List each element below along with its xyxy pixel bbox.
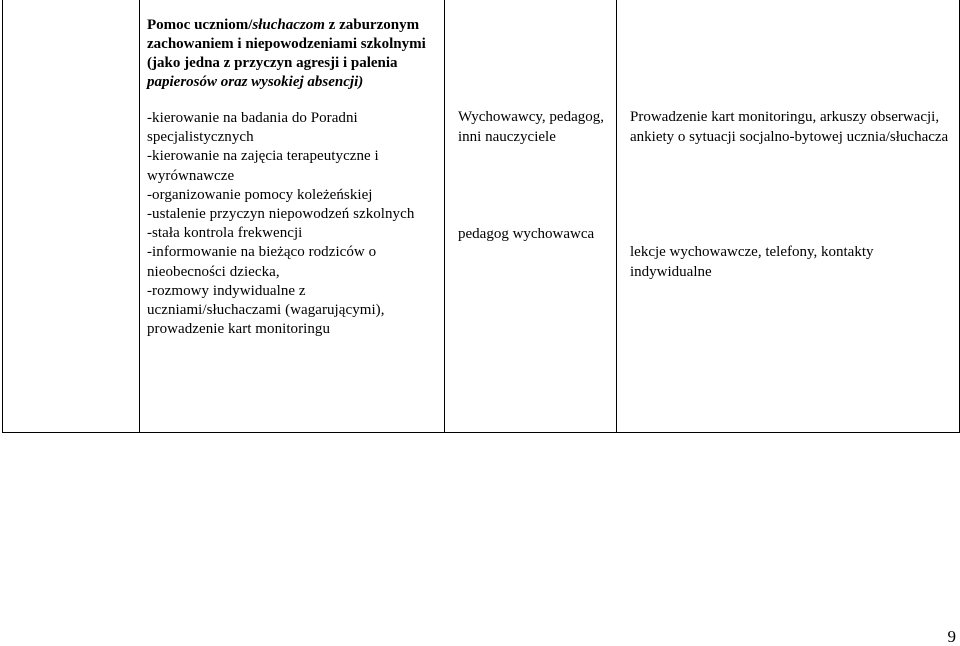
- table-cell-forms: [616, 0, 959, 432]
- table-cell-responsible: [444, 0, 616, 432]
- plan-table: [2, 0, 960, 433]
- action-item: -organizowanie pomocy koleżeńskiej: [147, 186, 373, 203]
- responsible-top: Wychowawcy, pedagog, inni nauczyciele: [458, 109, 604, 145]
- task-heading-part3: z zaburzonym zachowaniem i niepowodzeniami szkolnymi (jako jedna z przyczyn agresji i palenia: [147, 17, 426, 71]
- forms-bottom: lekcje wychowawcze, telefony, kontakty indywidualne: [630, 244, 874, 280]
- table-cell-tasks: [139, 0, 444, 432]
- action-item: -ustalenie przyczyn niepowodzeń szkolnych: [147, 206, 415, 223]
- action-item: -kierowanie na zajęcia terapeutyczne i wyrównawcze: [147, 148, 379, 184]
- action-item: -informowanie na bieżąco rodziców o nieobecności dziecka,: [147, 244, 377, 280]
- forms-top: Prowadzenie kart monitoringu, arkuszy obserwacji, ankiety o sytuacji socjalno-bytowej ucznia/słuchacza: [630, 109, 949, 145]
- action-item: -kierowanie na badania do Poradni specjalistycznych: [147, 110, 358, 146]
- task-heading-part4: papierosów oraz wysokiej absencji): [147, 74, 364, 90]
- action-item: -rozmowy indywidualne z uczniami/słuchaczami (wagarującymi), prowadzenie kart monitoringu: [147, 282, 385, 338]
- task-heading-part2: słuchaczom: [252, 17, 325, 33]
- table-cell-empty: [3, 0, 139, 432]
- responsible-bottom: pedagog wychowawca: [458, 226, 595, 242]
- page-number: 9: [947, 627, 956, 646]
- task-heading-part1: Pomoc uczniom/: [147, 17, 253, 33]
- action-list: [147, 109, 442, 339]
- task-heading: [147, 16, 437, 92]
- action-item: -stała kontrola frekwencji: [147, 225, 303, 242]
